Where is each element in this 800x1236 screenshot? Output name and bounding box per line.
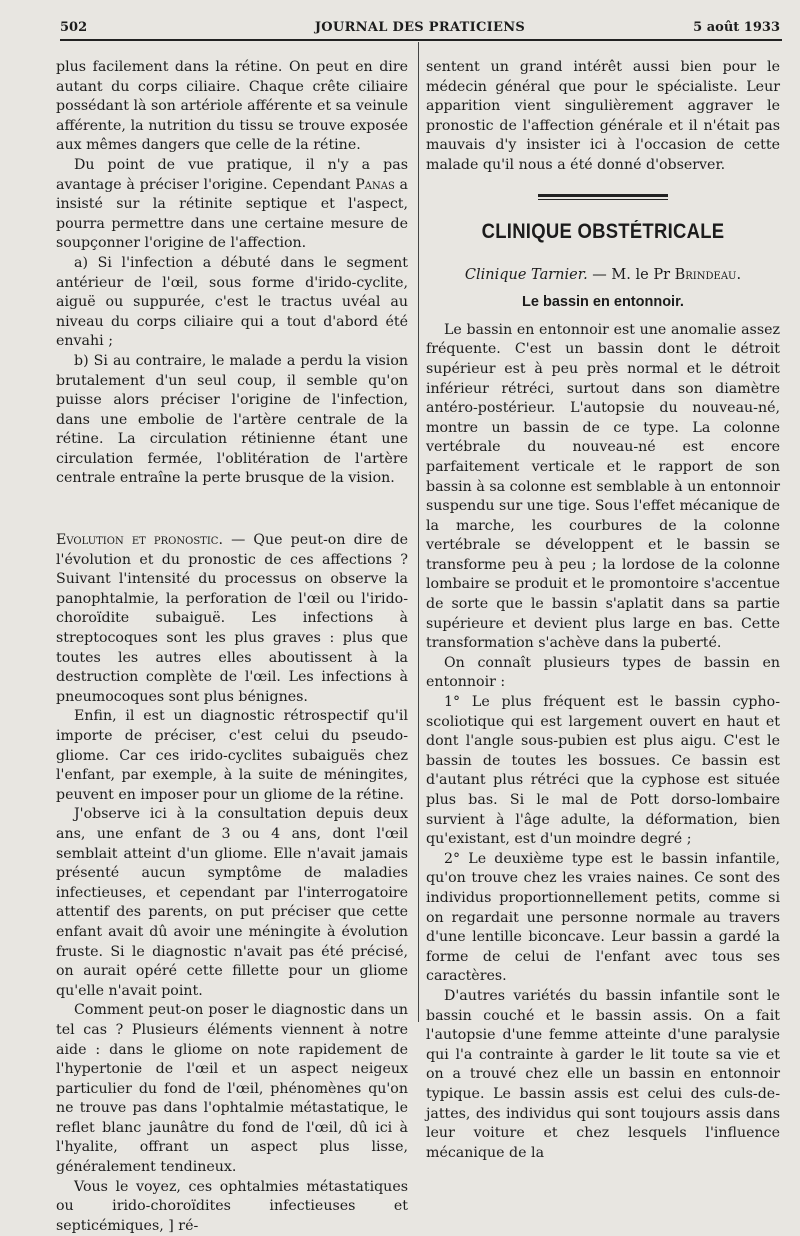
paragraph: J'observe ici à la consultation depuis deux ans, une enfant de 3 ou 4 ans, dont l'œil semblait atteint d'un gliome. Elle n'avait jamais présenté aucun symptôme de maladies infectieuses, et cependant par l'interrogatoire attentif des parents, on put préciser que cette enfant avait dû avoir une méningite à évolution fruste. Si le diagnostic n'avait pas été précisé, on aurait opéré cette fillette pour un gliome qu'elle n'avait point. <box>56 806 408 999</box>
section-heading: Evolution et pronostic. <box>56 532 223 549</box>
paragraph: D'autres variétés du bassin infantile sont le bassin couché et le bassin assis. On a fait l'autopsie d'une femme atteinte d'une paralysie qui l'a contrainte à garder le lit toute sa vie et on a trouvé chez elle un bassin en entonnoir typique. Le bassin assis est celui des culs-de-jattes, des individus qui sont toujours assis dans leur voiture et chez lesquels l'influence mécanique de la <box>426 987 780 1161</box>
paragraph: b) Si au contraire, le malade a perdu la vision brutalement d'un seul coup, il semble qu'on puisse alors préciser l'origine de l'infection, dans une embolie de l'artère centrale de la rétine. La circulation rétinienne étant une circulation fermée, l'oblitération de l'artère centrale entraîne la perte brusque de la vision. <box>56 352 408 487</box>
journal-title: JOURNAL DES PRATICIENS <box>314 20 526 35</box>
right-column <box>426 58 780 1163</box>
paragraph: sentent un grand intérêt aussi bien pour le médecin général que pour le spécialiste. Leur apparition vient singulièrement aggraver le pronostic de l'affection générale et il n'était pas mauvais d'y insister ici à l'occasion de cette malade qu'il nous a été donné d'observer. <box>426 59 780 173</box>
paragraph: plus facilement dans la rétine. On peut en dire autant du corps ciliaire. Chaque crête ciliaire possédant là son artériole afférente et sa veinule afférente, la nutrition du tissu se trouve exposée aux mêmes dangers que celle de la rétine. <box>56 59 408 154</box>
paragraph: Le bassin en entonnoir est une anomalie assez fréquente. C'est un bassin dont le détroit supérieur est à peu près normal et le détroit inférieur rétréci, surtout dans son diamètre antéro-postérieur. L'autopsie du nouveau-né, montre un bassin de ce type. La colonne vertébrale du nouveau-né est encore parfaitement verticale et le rapport de son bassin à sa colonne est semblable à un entonnoir suspendu sur une tige. Sous l'effet mécanique de la marche, les courbures de la colonne vertébrale se développent et le bassin se transforme peu à peu ; la lordose de la colonne lombaire se produit et le promontoire s'accentue de sorte que le bassin s'aplatit dans sa partie supérieure et devient plus large en bas. Cette transformation s'achève dans la puberté. <box>426 321 780 652</box>
header-rule <box>60 39 782 41</box>
article-byline: Clinique Tarnier. — M. le Pr Brindeau. <box>464 266 742 283</box>
spacer <box>56 489 408 531</box>
paragraph: Du point de vue pratique, il n'y a pas avantage à préciser l'origine. Cependant Panas a insisté sur la rétinite septique et l'aspect, pourra permettre dans une certaine mesure de soupçonner l'origine de l'affection. <box>56 156 408 252</box>
author-name: Panas <box>355 176 395 193</box>
left-column <box>56 58 408 1236</box>
paragraph: Evolution et pronostic. — Que peut-on dire de l'évolution et du pronostic de ces affections ? Suivant l'intensité du processus on observe la panophtalmie, la perforation de l'œil ou l'irido-choroïdite subaiguë. Les infections à streptocoques sont les plus graves : plus que toutes les autres elles aboutissent à la destruction complète de l'œil. Les infections à pneumocoques sont plus bénignes. <box>56 532 408 705</box>
paragraph: a) Si l'infection a débuté dans le segment antérieur de l'œil, sous forme d'irido-cyclite, aiguë ou suppurée, c'est le tractus uvéal au niveau du corps ciliaire qui a tout d'abord été envahi ; <box>56 254 408 350</box>
column-divider <box>418 42 419 1022</box>
paragraph: 1° Le plus fréquent est le bassin cypho-scoliotique qui est largement ouvert en haut et dont l'angle sous-pubien est plus aigu. C'est le bassin de toutes les bossues. Ce bassin est d'autant plus rétréci que la cyphose est située plus bas. Si le mal de Pott dorso-lombaire survient à l'âge adulte, la déformation, bien qu'existant, est d'un moindre degré ; <box>426 694 780 848</box>
page-number: 502 <box>60 20 88 35</box>
section-ornament <box>538 194 668 200</box>
paragraph: On connaît plusieurs types de bassin en entonnoir : <box>426 654 780 691</box>
section-title: CLINIQUE OBSTÉTRICALE <box>481 219 725 243</box>
running-header <box>60 18 780 40</box>
issue-date: 5 août 1933 <box>693 20 780 35</box>
paragraph: Vous le voyez, ces ophtalmies métastatiques ou irido-choroïdites infectieuses et septicémiques, ] ré- <box>56 1178 408 1234</box>
article-title: Le bassin en entonnoir. <box>522 294 684 311</box>
paragraph: Comment peut-on poser le diagnostic dans un tel cas ? Plusieurs éléments viennent à notre aide : dans le gliome on note rapidement de l'hypertonie de l'œil et un aspect neigeux particulier du fond de l'œil, phénomènes qu'on ne trouve pas dans l'ophtalmie métastatique, le reflet blanc jaunâtre du fond de l'œil, dû ici à l'hyalite, offrant un aspect plus lisse, généralement tendineux. <box>56 1002 408 1176</box>
paragraph: 2° Le deuxième type est le bassin infantile, qu'on trouve chez les vraies naines. Ce sont des individus proportionnellement petits, comme si on regardait une personne normale au travers d'une lentille biconcave. Leur bassin a gardé la forme de celui de l'enfant avec tous ses caractères. <box>426 850 780 985</box>
paragraph: Enfin, il est un diagnostic rétrospectif qu'il importe de préciser, c'est celui du pseudo-gliome. Car ces irido-cyclites subaiguës chez l'enfant, par exemple, à la suite de méningites, peuvent en imposer pour un gliome de la rétine. <box>56 708 408 803</box>
